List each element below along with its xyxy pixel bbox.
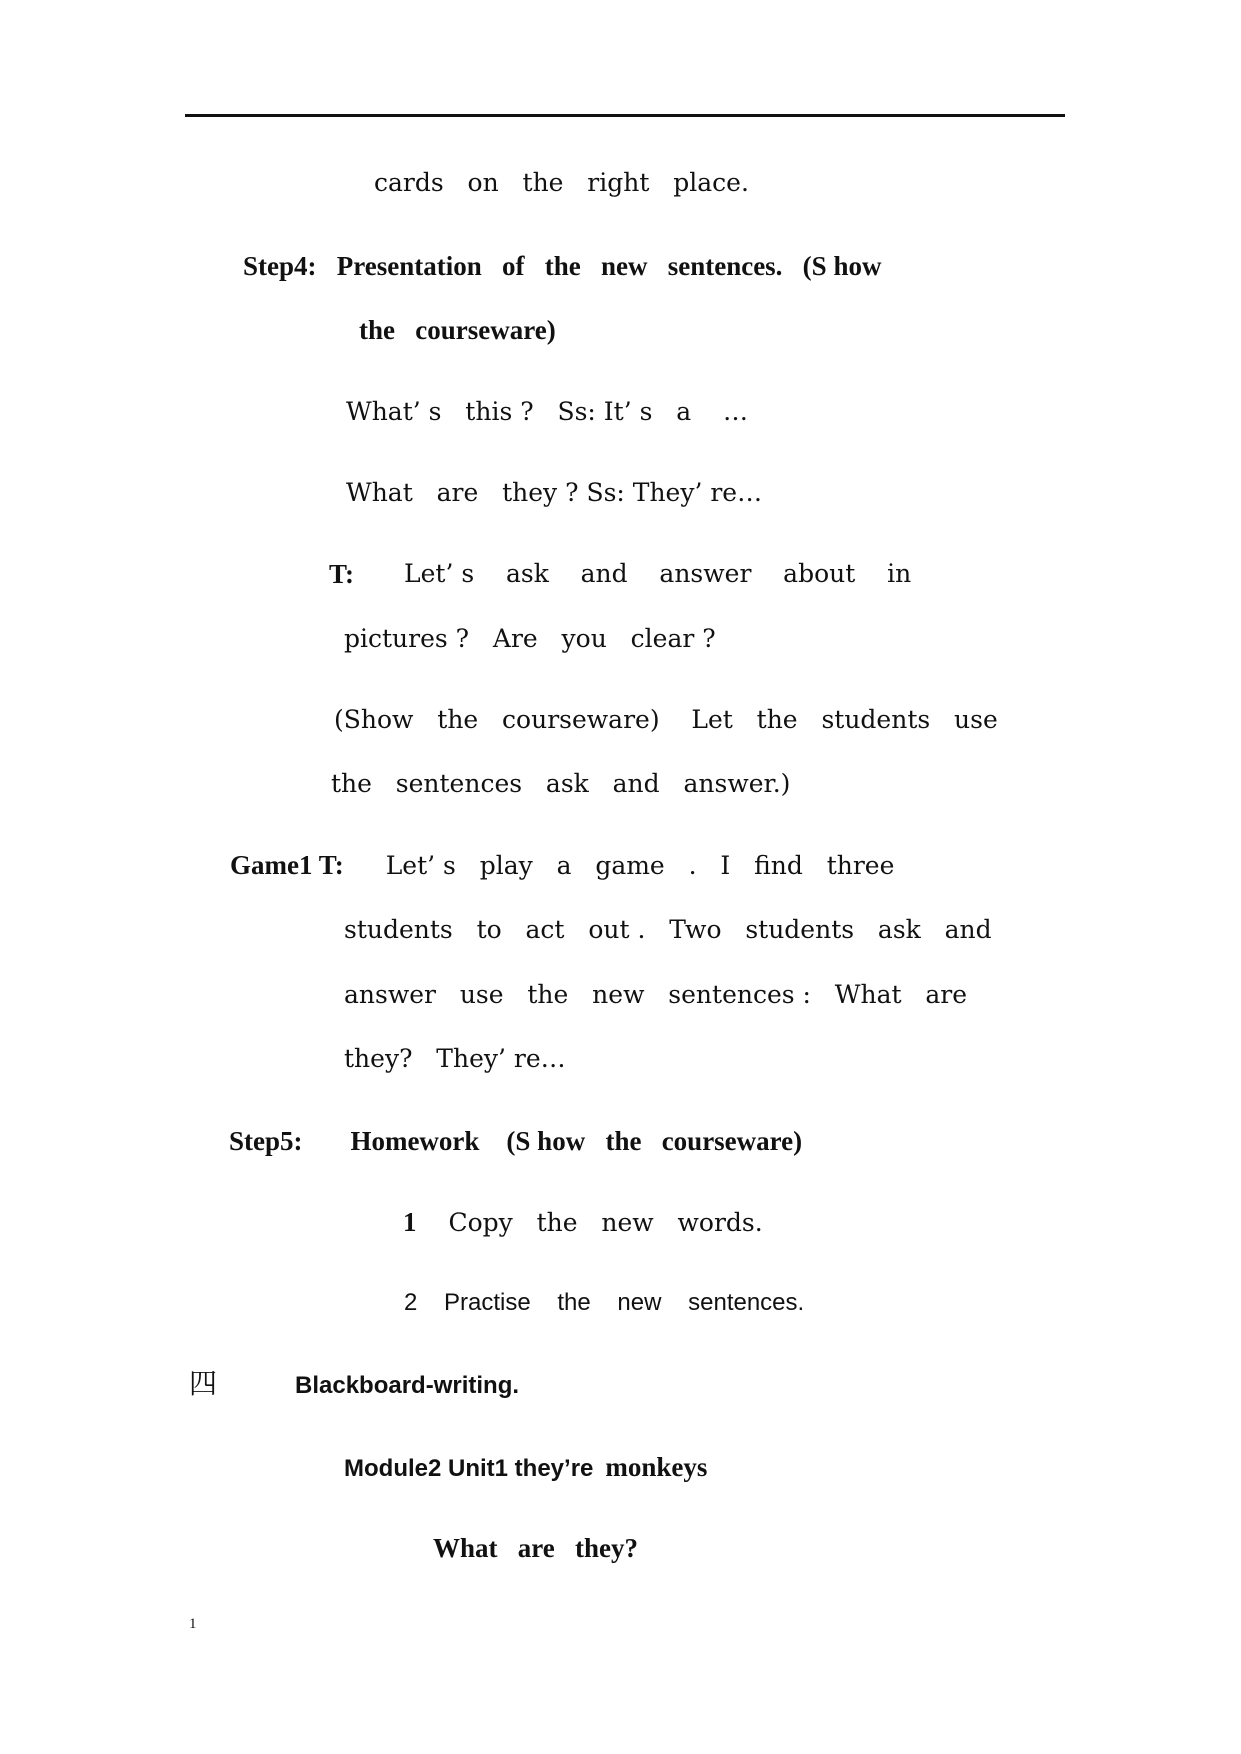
step5-heading — [229, 1124, 802, 1159]
step5-label: Step5: — [229, 1126, 303, 1156]
teacher-label: T: — [329, 559, 354, 589]
game-line-1 — [230, 848, 894, 883]
header-rule — [185, 114, 1065, 117]
teacher-line-2: pictures ? Are you clear ? — [344, 624, 716, 653]
teacher-text: Let’ s ask and answer about in — [404, 559, 912, 588]
text-line-cards: cards on the right place. — [374, 168, 749, 197]
step4-heading-cont: the courseware) — [359, 315, 556, 345]
homework-item-1-num: 1 — [403, 1207, 417, 1237]
page-number: 1 — [189, 1616, 197, 1632]
step5-text: Homework (S how the courseware) — [350, 1126, 803, 1156]
show-line-1: (Show the courseware) Let the students use — [334, 705, 998, 734]
dialogue-line-2: What are they ? Ss: They’ re… — [346, 478, 763, 507]
game-text-1: Let’ s play a game . I find three — [385, 851, 895, 880]
show-line-2: the sentences ask and answer.) — [331, 769, 791, 798]
game-line-2: students to act out . Two students ask and — [344, 915, 992, 944]
game-label: Game1 T: — [230, 850, 344, 880]
homework-item-1-text: Copy the new words. — [448, 1208, 763, 1237]
game-line-3: answer use the new sentences : What are — [344, 980, 968, 1009]
section-number: 四 — [189, 1367, 218, 1400]
game-line-4: they? They’ re… — [344, 1044, 566, 1073]
section-title: Blackboard-writing. — [295, 1372, 520, 1399]
blackboard-title-b: monkeys — [605, 1452, 708, 1482]
blackboard-question: What are they? — [433, 1533, 638, 1563]
step4-heading: Step4: Presentation of the new sentences. (S how — [243, 251, 882, 281]
homework-item-2: 2 Practise the new sentences. — [404, 1289, 805, 1316]
homework-item-1 — [403, 1205, 763, 1240]
blackboard-title-a: Module2 Unit1 they’re — [344, 1455, 594, 1482]
blackboard-title — [344, 1450, 707, 1486]
dialogue-line-1: What’ s this ? Ss: It’ s a … — [346, 397, 748, 426]
